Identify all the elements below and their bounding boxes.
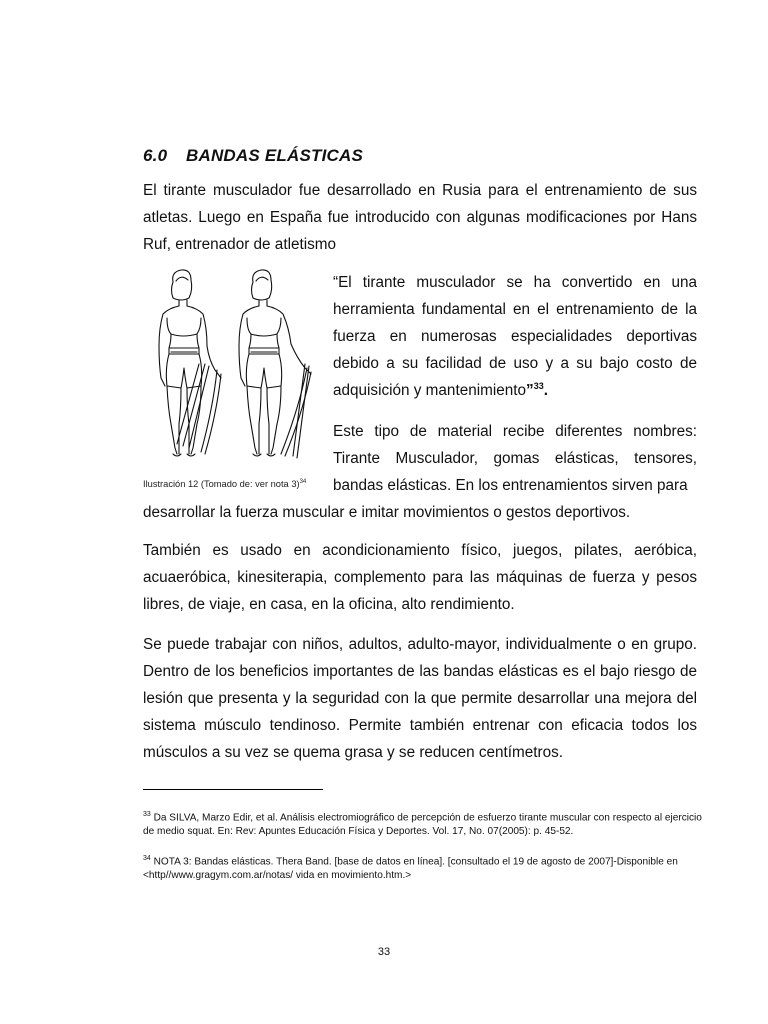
footnote-text: Da SILVA, Marzo Edir, et al. Análisis electromiográfico de percepción de esfuerzo tirante muscular con respecto al ejercicio de medio squat. En: Rev: Apuntes Educación Física y Deportes. Vol. 17, No. 07(2005): p. 45-52.	[143, 812, 702, 837]
section-heading	[143, 146, 363, 166]
illustration-resistance-bands	[143, 268, 331, 468]
figure-caption-ref: 34	[299, 479, 307, 485]
footnote-text: NOTA 3: Bandas elásticas. Thera Band. [base de datos en línea]. [consultado el 19 de agosto de 2007]-Disponible en <http//www.gragym.com.ar/notas/ vida en movimiento.htm.>	[143, 856, 678, 881]
footnote-33	[143, 808, 703, 838]
section-title: BANDAS ELÁSTICAS	[186, 146, 363, 165]
quote-footnote-ref: 33	[533, 380, 544, 391]
benefits-paragraph: Se puede trabajar con niños, adultos, adulto-mayor, individualmente o en grupo. Dentro de los beneficios importantes de las bandas elásticas es el bajo riesgo de lesión que presenta y la seguridad con la que permite desarrollar una mejora del sistema músculo tendinoso. Permite también entrenar con eficacia todos los músculos a su vez se quema grasa y se reducen centímetros.	[143, 636, 697, 761]
footnote-34	[143, 852, 703, 882]
figure-drawing	[143, 268, 331, 468]
uses-paragraph: También es usado en acondicionamiento físico, juegos, pilates, aeróbica, acuaeróbica, kinesiterapia, complemento para las máquinas de fuerza y pesos libres, de viaje, en casa, en la oficina, alto rendimiento.	[143, 542, 697, 613]
page-number: 33	[377, 946, 391, 958]
figure-woman-left	[159, 270, 221, 456]
material-paragraph-continued: desarrollar la fuerza muscular e imitar movimientos o gestos deportivos.	[143, 504, 631, 521]
figure-caption-text: Ilustración 12 (Tomado de: ver nota 3)	[143, 479, 300, 490]
quote-period: .	[543, 382, 548, 399]
section-number: 6.0	[143, 146, 168, 165]
figure-woman-right	[239, 270, 311, 458]
footnote-number: 34	[143, 855, 151, 862]
intro-paragraph: El tirante musculador fue desarrollado en Rusia para el entrenamiento de sus atletas. Luego en España fue introducido con algunas modificaciones por Hans Ruf, entrenador de atletismo	[143, 182, 697, 253]
figure-caption	[143, 479, 306, 489]
footnote-divider	[143, 789, 323, 790]
material-paragraph: Este tipo de material recibe diferentes nombres: Tirante Musculador, gomas elásticas, tensores, bandas elásticas. En los entrenamientos sirven para	[333, 423, 697, 494]
quote-paragraph	[333, 269, 697, 404]
footnote-number: 33	[143, 811, 151, 818]
quote-text: “El tirante musculador se ha convertido en una herramienta fundamental en el entrenamiento de la fuerza en numerosas especialidades deportivas debido a su facilidad de uso y a su bajo costo de adquisición y mantenimiento	[333, 274, 697, 399]
quote-close-mark: ”	[526, 382, 534, 399]
